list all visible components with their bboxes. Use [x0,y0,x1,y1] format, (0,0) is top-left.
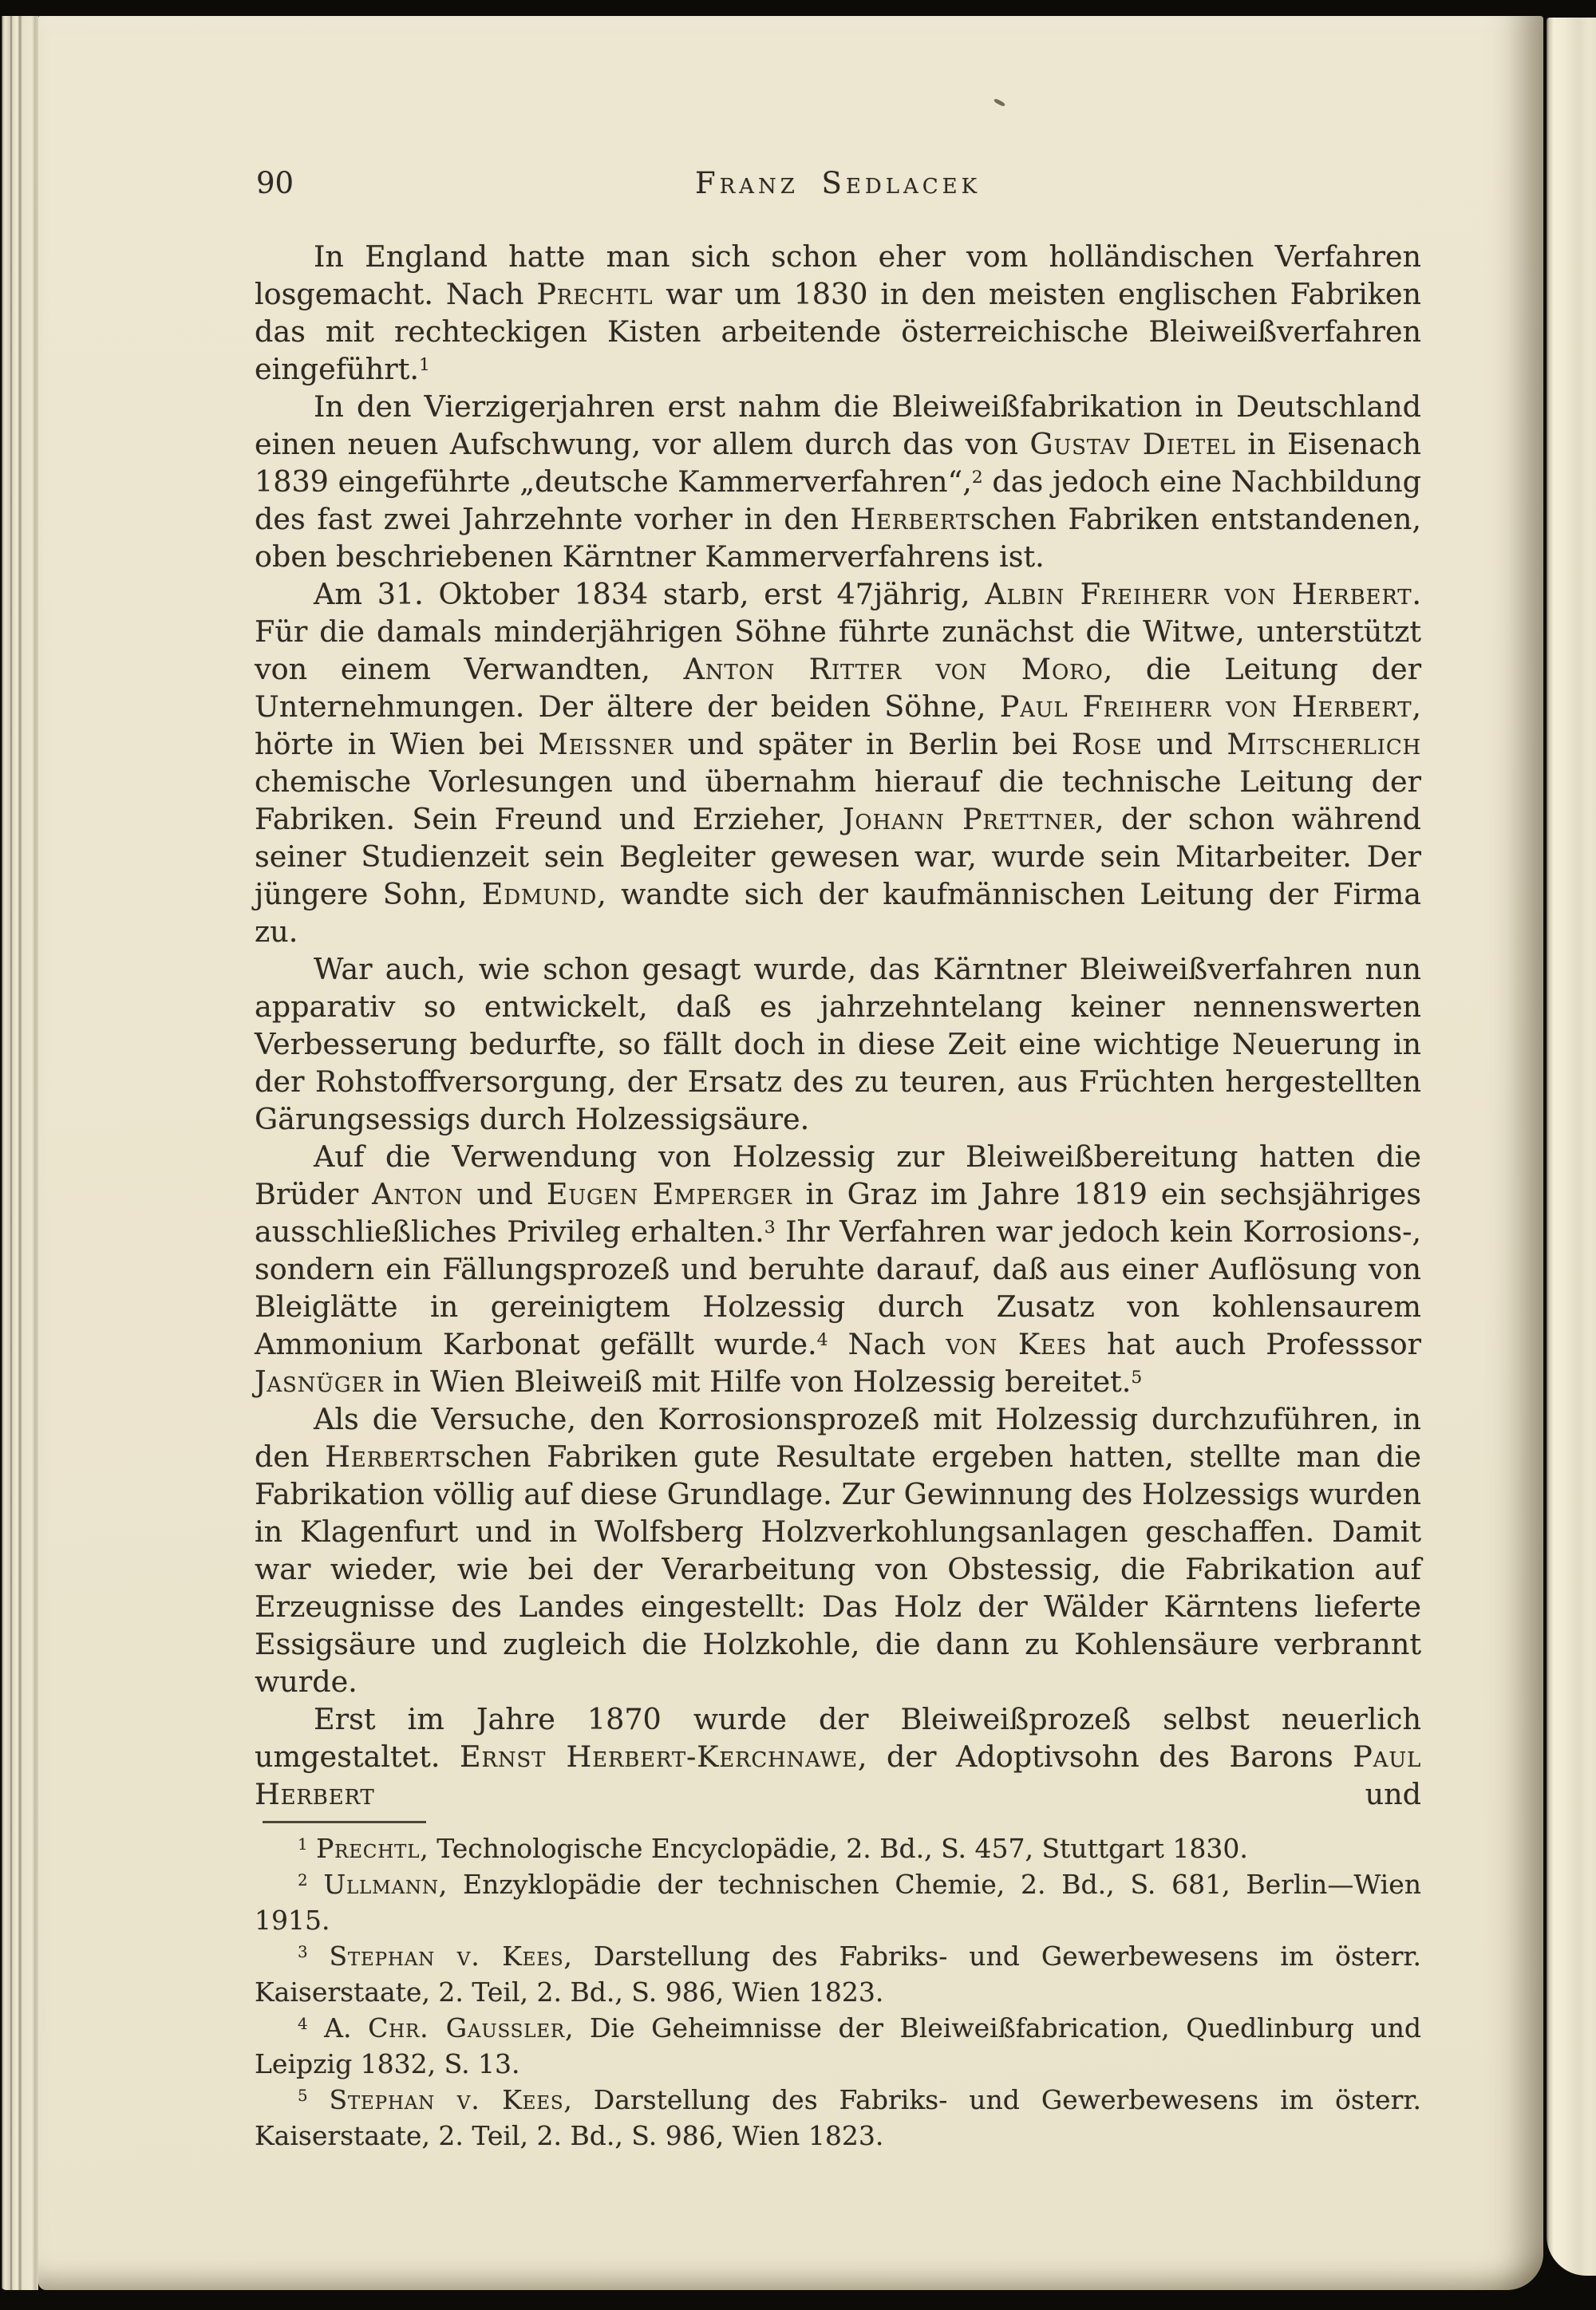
footnote [255,1938,1421,2010]
small-caps-name: Stephan v. Kees [329,1941,564,1972]
text-run: . Für die damals minderjährigen Söhne führte zunächst die Witwe, unterstützt von einem Verwandten, [255,577,1421,686]
text-run: hat auch Professsor [1087,1327,1421,1361]
page-content [255,166,1421,2154]
left-page-stack-edges [0,16,38,2290]
text-run: , der Adoptivsohn des Barons [857,1739,1353,1774]
text-run: Nach [828,1327,946,1361]
text-run: , hörte in Wien bei [255,689,1421,761]
small-caps-name: Anton Ritter von Moro [683,652,1104,686]
paragraph [255,1138,1421,1400]
small-caps-name: Eugen Emperger [546,1177,792,1211]
text-run: War auch, wie schon gesagt wurde, das Kärntner Bleiweißverfahren nun apparativ so entwickelt, daß es jahrzehntelang keiner nennenswerten Verbesserung bedurfte, so fällt doch in diese Zeit eine wichtige Neuerung in der Rohstoffversorgung, der Ersatz des zu teuren, aus Früchten hergestellten Gärungsessigs durch Holzessigsäure. [255,952,1421,1136]
text-run: und [374,1777,1421,1811]
small-caps-name: Stephan v. Kees [329,2084,564,2115]
footnote [255,1830,1421,1866]
paragraph [255,1400,1421,1700]
text-run: Ihr Verfahren war jedoch kein Korrosions-, sondern ein Fällungsprozeß und beruhte darauf, daß aus einer Auflösung von Bleiglätte in gereinigtem Holzessig durch Zusatz von kohlensaurem Ammonium Karbonat gefällt wurde. [255,1214,1422,1361]
small-caps-name: Herbert [850,502,970,536]
small-caps-name: Ernst Herbert-Kerchnawe [460,1739,858,1774]
footnote-marker: 1 [298,1835,308,1854]
text-run: In England hatte man sich schon eher vom holländischen Verfahren losgemacht. Nach [255,239,1421,311]
small-caps-name: Jasnüger [255,1364,384,1399]
text-run [308,1869,324,1900]
small-caps-name: Rose [1071,727,1143,761]
footnote-marker: 4 [298,2015,308,2034]
text-run: schen Fabriken gute Resultate ergeben hatten, stellte man die Fabrikation völlig auf diese Grundlage. Zur Gewinnung des Holzessigs wurden in Klagenfurt und in Wolfsberg Holzverkohlungsanlagen geschaffen. Damit war wieder, wie bei der Verarbeitung von Obstessig, die Fabrikation auf Erzeugnisse des Landes eingestellt: Das Holz der Wälder Kärntens lieferte Essigsäure und zugleich die Holzkohle, die dann zu Kohlensäure verbrannt wurde. [255,1439,1421,1699]
small-caps-name: Albin Freiherr von Herbert [985,577,1412,611]
footnote [255,1866,1421,1938]
paragraph [255,1700,1421,1813]
footnotes [255,1830,1421,2154]
page-number: 90 [256,166,294,200]
paragraph [255,575,1421,950]
footnote [255,2082,1421,2154]
text-run: Am 31. Oktober 1834 starb, erst 47jährig, [314,577,986,611]
text-run [308,1941,330,1972]
footnote [255,2010,1421,2082]
footnote-marker: 5 [298,2087,308,2106]
paragraph [255,388,1421,575]
text-run: , Darstellung des Fabriks- und Gewerbewesens im österr. Kaiserstaate, 2. Teil, 2. Bd., S. 986, Wien 1823. [255,2084,1421,2151]
footnote-marker: 3 [298,1943,308,1962]
footnote-marker: 2 [298,1871,308,1890]
text-run: Als die Versuche, den Korrosionsprozeß mit Holzessig durchzuführen, in den [255,1402,1421,1474]
text-run: In den Vierzigerjahren erst nahm die Bleiweißfabrikation in Deutschland einen neuen Aufschwung, vor allem durch das von [255,389,1421,461]
small-caps-name: Paul Herbert [255,1739,1422,1811]
text-run: , Technologische Encyclopädie, 2. Bd., S. 457, Stuttgart 1830. [420,1833,1248,1864]
footnote-marker: 4 [816,1330,828,1351]
text-run: , Die Geheimnisse der Bleiweißfabrication, Quedlinburg und Leipzig 1832, S. 13. [255,2012,1422,2079]
small-caps-name: Gustav Dietel [1029,427,1236,461]
small-caps-name: Ullmann [323,1869,439,1900]
text-run: Erst im Jahre 1870 wurde der Bleiweißprozeß selbst neuerlich umgestaltet. [255,1702,1421,1774]
paragraph [255,238,1421,388]
text-run: das jedoch eine Nachbildung des fast zwei Jahrzehnte vorher in den [255,464,1421,536]
text-run: schen Fabriken entstandenen, oben beschriebenen Kärntner Kammerverfahrens ist. [255,502,1421,574]
small-caps-name: Johann Prettner [842,802,1095,836]
adjacent-page-edge [1547,18,1596,2276]
small-caps-name: von Kees [946,1327,1088,1361]
page-body-text [255,238,1421,1813]
text-run: chemische Vorlesungen und übernahm hierauf die technische Leitung der Fabriken. Sein Freund und Erzieher, [255,764,1421,836]
text-run: , Enzyklopädie der technischen Chemie, 2. Bd., S. 681, Berlin—Wien 1915. [255,1869,1421,1936]
text-run: A. [307,2012,369,2043]
small-caps-name: Prechtl [536,277,654,311]
footnote-separator [263,1821,426,1823]
text-run: , Darstellung des Fabriks- und Gewerbewesens im österr. Kaiserstaate, 2. Teil, 2. Bd., S. 986, Wien 1823. [255,1941,1421,2008]
small-caps-name: Meissner [538,727,674,761]
footnote-marker: 5 [1131,1368,1143,1388]
running-header-title: Franz Sedlacek [694,166,982,200]
paragraph [255,950,1421,1138]
text-run: , der schon während seiner Studienzeit sein Begleiter gewesen war, wurde sein Mitarbeiter. Der jüngere Sohn, [255,802,1421,911]
text-run: und später in Berlin bei [674,727,1072,761]
running-header [255,166,1421,204]
footnote-marker: 2 [971,468,983,488]
small-caps-name: Herbert [325,1439,445,1474]
text-run: in Wien Bleiweiß mit Hilfe von Holzessig bereitet. [383,1364,1132,1399]
text-run: , wandte sich der kaufmännischen Leitung der Firma zu. [255,877,1421,949]
small-caps-name: Prechtl [316,1833,421,1864]
small-caps-name: Edmund [481,877,598,911]
text-run [308,2084,330,2115]
small-caps-name: Mitscherlich [1227,727,1421,761]
footnote-marker: 3 [764,1218,776,1238]
text-run: in Eisenach 1839 eingeführte „deutsche Kammerverfahren“, [255,427,1421,499]
text-run: Auf die Verwendung von Holzessig zur Bleiweißbereitung hatten die Brüder [255,1139,1421,1211]
text-run [308,1833,317,1864]
text-run: , die Leitung der Unternehmungen. Der ältere der beiden Söhne, [255,652,1422,724]
small-caps-name: Anton [372,1177,464,1211]
text-run: war um 1830 in den meisten englischen Fabriken das mit rechteckigen Kisten arbeitende österreichische Bleiweißverfahren eingeführt. [255,277,1421,386]
footnote-marker: 1 [419,355,430,376]
small-caps-name: Paul Freiherr von Herbert [999,689,1412,724]
text-run: in Graz im Jahre 1819 ein sechsjähriges ausschließliches Privileg erhalten. [255,1177,1421,1249]
text-run: und [1142,727,1227,761]
text-run: und [463,1177,547,1211]
small-caps-name: Chr. Gaussler [368,2012,565,2043]
